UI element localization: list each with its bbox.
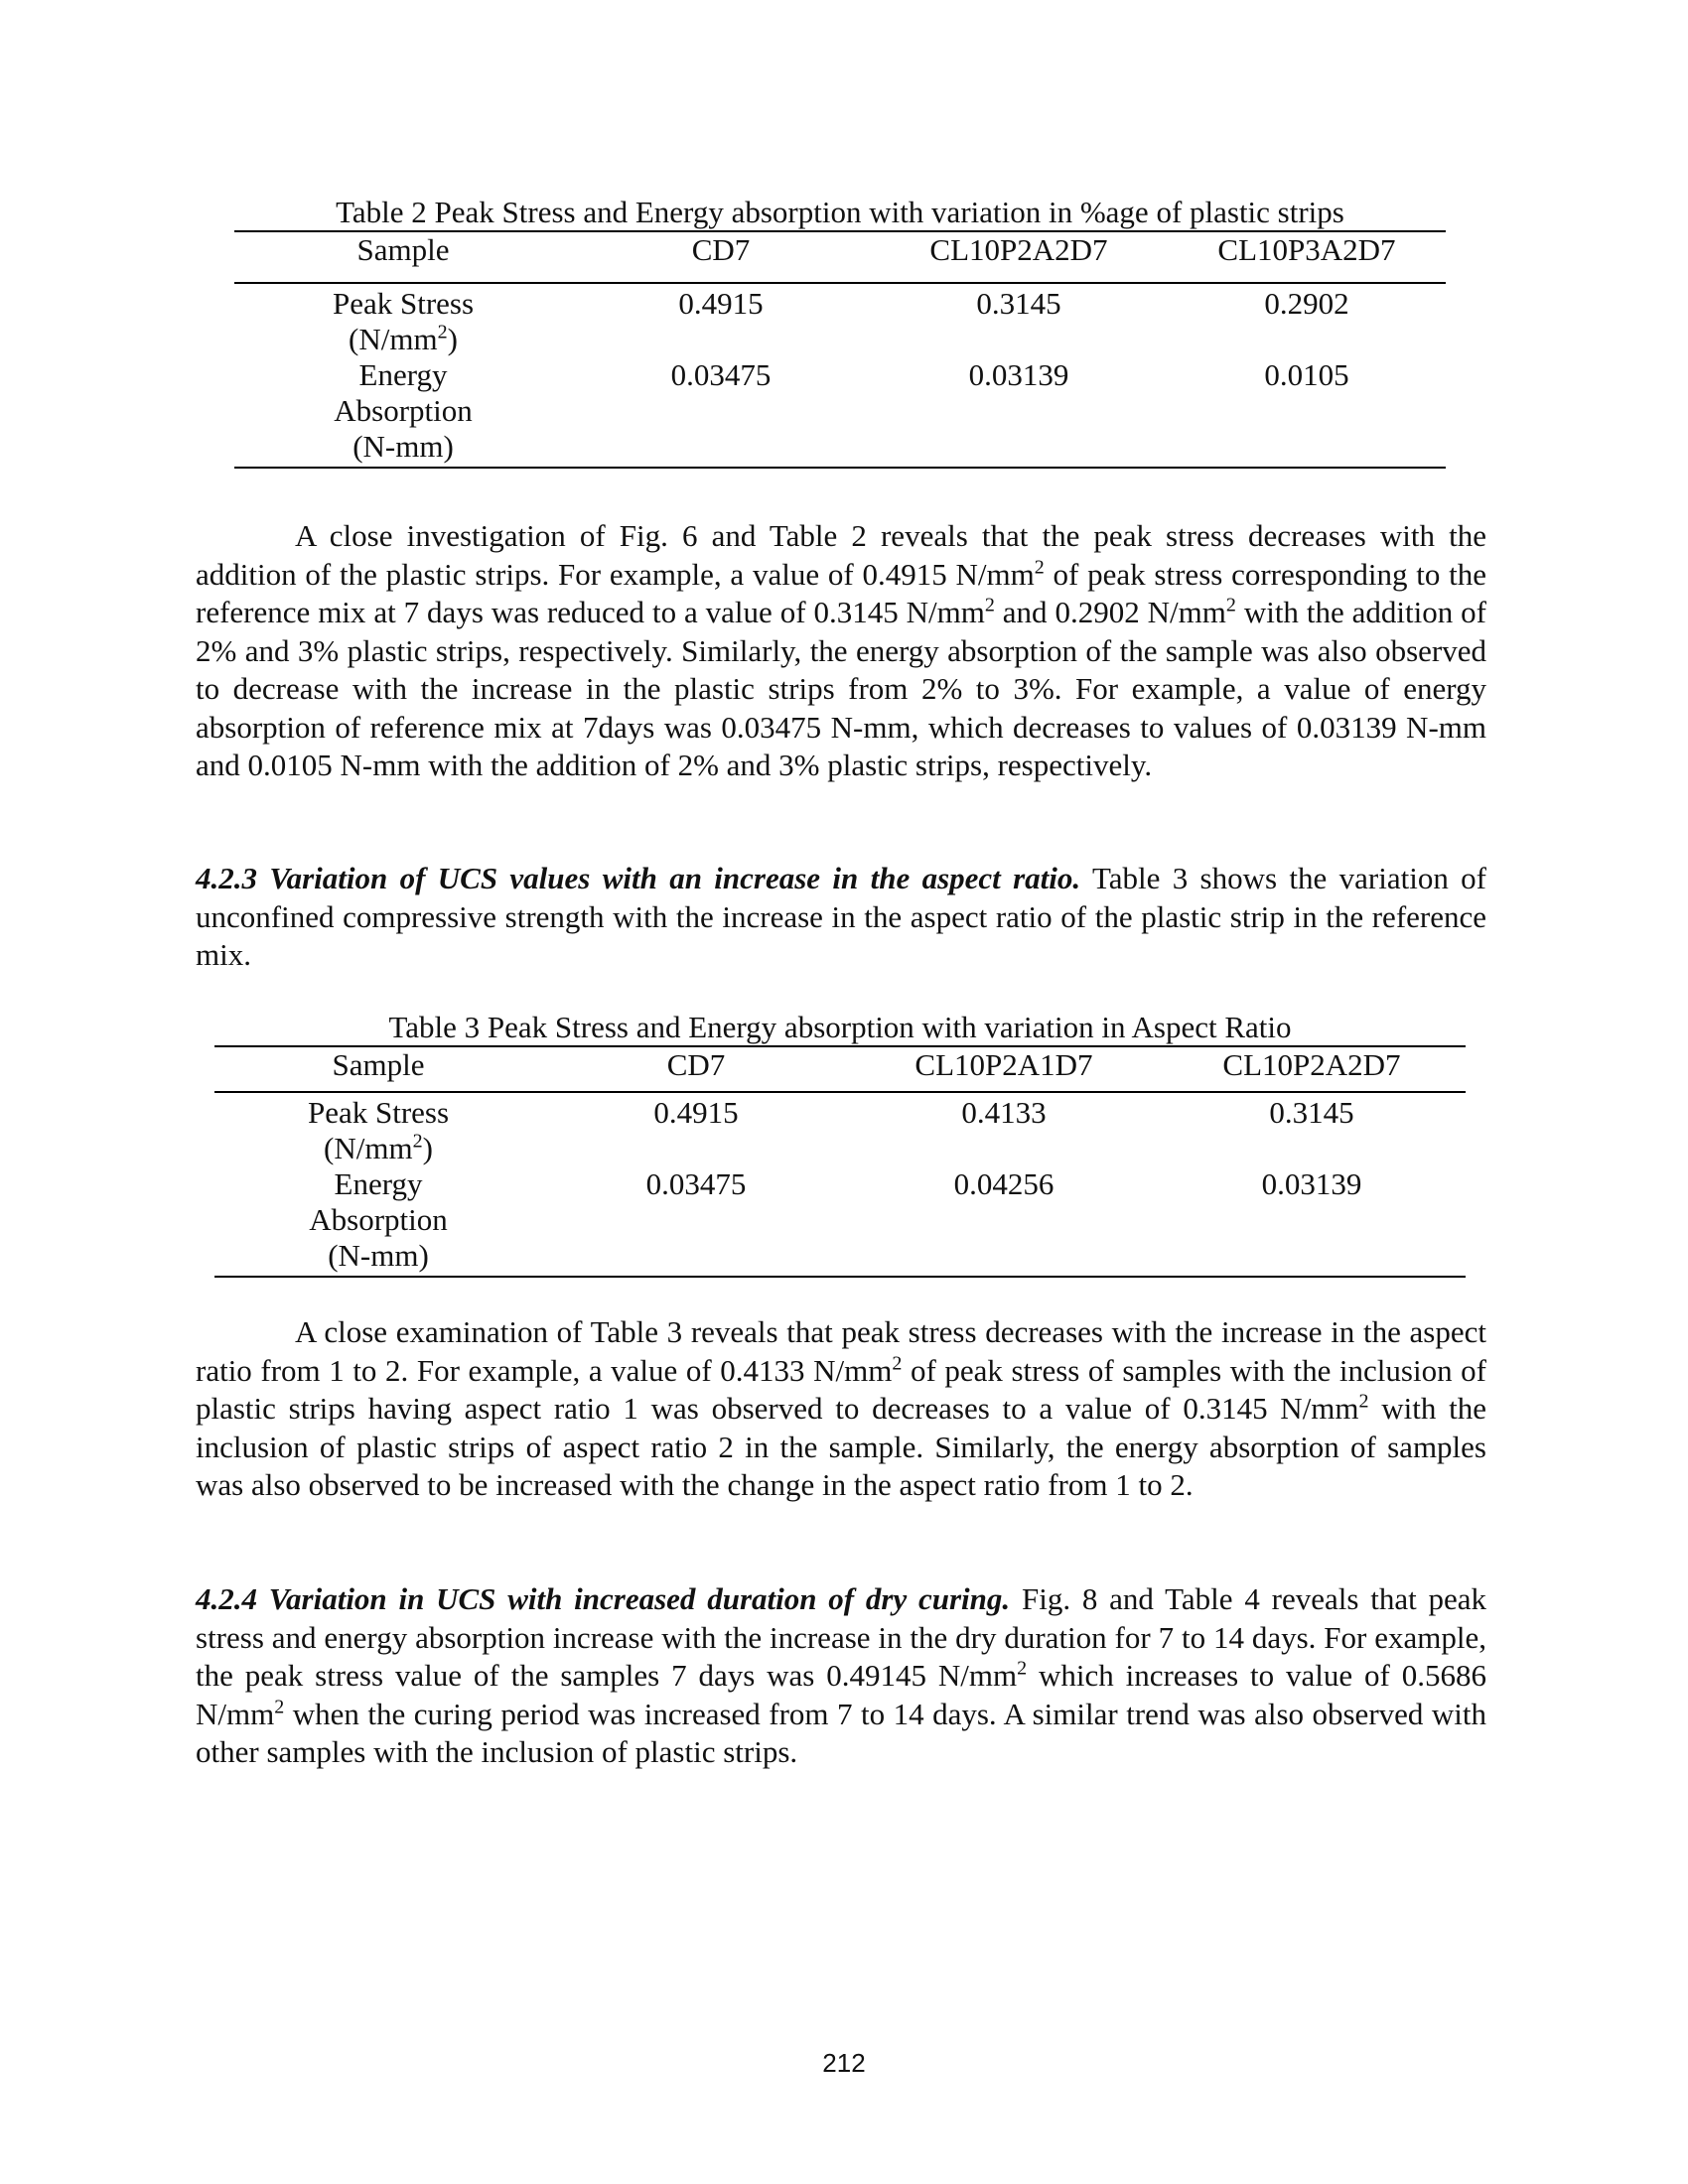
row-label-line: Absorption [334,393,473,428]
section-paragraph [196,1580,1486,1772]
column-header: CL10P3A2D7 [1168,231,1446,283]
table-cell: 0.4133 [961,1095,1047,1130]
column-header: Sample [214,1046,542,1092]
row-label-line: Peak Stress [332,286,475,321]
text-run: A close examination of Table 3 reveals that peak stress decreases with the increase in the aspect ratio from 1 to 2. For example, a value of 0.4133 N/mm [196,1314,1486,1388]
page-number: 212 [822,2048,866,2078]
table-row [234,357,1446,468]
column-header: CD7 [542,1046,850,1092]
section-heading: 4.2.3 Variation of UCS values with an increase in the aspect ratio. [196,861,1081,895]
data-table [234,230,1446,469]
section-paragraph [196,860,1486,975]
table-2 [234,195,1446,469]
text-run: with the inclusion of plastic strips of aspect ratio 2 in the sample. Similarly, the energy absorption of samples was also observed to be increased with the change in the aspect ratio from 1 to 2. [196,1391,1486,1502]
row-label-unit-end: ) [447,322,458,356]
column-header: CL10P2A2D7 [870,231,1168,283]
superscript: 2 [984,594,995,616]
superscript: 2 [1225,594,1236,616]
table-3 [214,1010,1466,1278]
table-cell: 0.4915 [653,1095,739,1130]
column-header: CL10P2A2D7 [1158,1046,1466,1092]
text-run: which increases to value of 0.5686 N/mm [196,1658,1486,1731]
table-header-row [234,231,1446,283]
table-cell: 0.04256 [850,1166,1158,1277]
superscript: 2 [1034,556,1045,579]
row-label-unit: (N-mm) [352,429,454,464]
table-row [234,283,1446,357]
text-run: of peak stress of samples with the inclusion of plastic strips having aspect ratio 1 was observed to decreases to a value of 0.3145 N/mm [196,1352,1486,1426]
row-label-unit: (N-mm) [328,1238,429,1273]
column-header: Sample [234,231,572,283]
row-label [214,1092,542,1166]
table-caption: Table 2 Peak Stress and Energy absorption with variation in %age of plastic strips [336,195,1344,229]
table-caption: Table 3 Peak Stress and Energy absorption with variation in Aspect Ratio [388,1010,1292,1044]
text-run: Fig. 8 and Table 4 reveals that peak stress and energy absorption increase with the increase in the dry duration for 7 to 14 days. For example, the peak stress value of the samples 7 days was 0.49145 N/mm [196,1581,1486,1693]
table-cell: 0.03475 [542,1166,850,1277]
row-label [214,1166,542,1277]
column-header: CD7 [572,231,870,283]
superscript: 2 [892,1352,903,1375]
row-label-line: Absorption [309,1202,448,1237]
row-label [234,357,572,468]
data-table [214,1045,1466,1278]
text-run: when the curing period was increased from 7 to 14 days. A similar trend was also observed with other samples with the inclusion of plastic strips. [196,1696,1486,1769]
row-label-line: Peak Stress [307,1095,450,1130]
table-cell: 0.2902 [1264,286,1349,321]
table-cell: 0.3145 [1269,1095,1354,1130]
text-run: with the addition of 2% and 3% plastic strips, respectively. Similarly, the energy absorption of the sample was also observed to decrease with the increase in the plastic strips from 2% to 3%. For example, a value of energy absorption of reference mix at 7days was 0.03475 N-mm, which decreases to values of 0.03139 N-mm and 0.0105 N-mm with the addition of 2% and 3% plastic strips, respectively. [196,595,1486,782]
table-cell: 0.4915 [678,286,764,321]
table-cell: 0.3145 [976,286,1061,321]
table-cell: 0.0105 [1168,357,1446,468]
superscript: 2 [1017,1657,1028,1680]
text-run: and 0.2902 N/mm [994,595,1226,629]
superscript: 2 [274,1696,285,1718]
paragraph [196,1313,1486,1505]
paragraph [196,517,1486,785]
row-label-unit: (N/mm [349,322,438,356]
row-label-line: Energy [334,1166,423,1201]
text-run: Table 3 shows the variation of unconfined compressive strength with the increase in the aspect ratio of the plastic strip in the reference mix. [196,861,1486,972]
section-heading: 4.2.4 Variation in UCS with increased duration of dry curing. [196,1581,1011,1616]
superscript: 2 [437,321,448,343]
superscript: 2 [1358,1390,1369,1413]
text-run: of peak stress corresponding to the reference mix at 7 days was reduced to a value of 0.3145 N/mm [196,556,1486,629]
table-cell: 0.03139 [1158,1166,1466,1277]
column-header: CL10P2A1D7 [850,1046,1158,1092]
row-label [234,283,572,357]
row-label-unit: (N/mm [324,1131,413,1165]
row-label-unit-end: ) [422,1131,433,1165]
table-cell: 0.03139 [870,357,1168,468]
table-cell: 0.03475 [572,357,870,468]
table-row [214,1166,1466,1277]
text-run: A close investigation of Fig. 6 and Table 2 reveals that the peak stress decreases with the addition of the plastic strips. For example, a value of 0.4915 N/mm [196,518,1486,592]
table-header-row [214,1046,1466,1092]
superscript: 2 [412,1130,423,1153]
table-row [214,1092,1466,1166]
row-label-line: Energy [358,357,448,392]
